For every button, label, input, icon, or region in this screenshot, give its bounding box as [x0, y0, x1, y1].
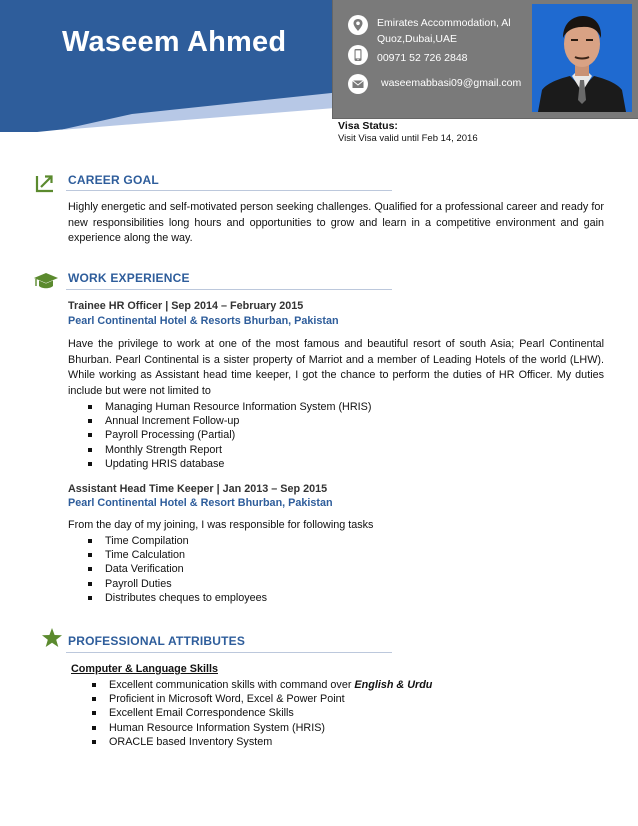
list-item: Annual Increment Follow-up: [88, 414, 371, 428]
phone-number: 00971 52 726 2848: [377, 52, 468, 64]
job-1-company: Pearl Continental Hotel & Resorts Bhurban, Pakistan: [68, 315, 339, 327]
list-item: Proficient in Microsoft Word, Excel & Power Point: [92, 692, 432, 706]
job-2-company: Pearl Continental Hotel & Resort Bhurban, Pakistan: [68, 497, 333, 509]
phone-icon: [348, 45, 368, 65]
list-item: Human Resource Information System (HRIS): [92, 721, 432, 735]
list-item: Excellent Email Correspondence Skills: [92, 706, 432, 720]
career-goal-divider: [66, 190, 392, 191]
list-item: Updating HRIS database: [88, 457, 371, 471]
email-icon: [348, 74, 368, 94]
skills-list: [92, 678, 432, 749]
job-1-duties-list: [88, 400, 371, 471]
address-line-2: Quoz,Dubai,UAE: [377, 33, 457, 45]
work-experience-heading: WORK EXPERIENCE: [68, 271, 190, 285]
star-icon: [41, 627, 63, 654]
list-item: [92, 678, 432, 692]
skill-1-languages: English & Urdu: [354, 679, 433, 691]
job-1-description: Have the privilege to work at one of the most famous and beautiful resort of south Asia; Pearl Continental Bhurban. Pearl Continental is a sister property of Marriot and a member of Leading Hotels of the world (LHW). While working as Assistant head time keeper, I got the chance to perform the duties of HR Officer. My duties include but were not limited to: [68, 338, 604, 397]
job-2-duties-list: [88, 534, 267, 605]
location-pin-icon: [348, 15, 368, 35]
address-line-1: Emirates Accommodation, Al: [377, 17, 511, 29]
graduation-cap-icon: [33, 271, 59, 296]
list-item: Payroll Duties: [88, 577, 267, 591]
professional-attributes-divider: [66, 652, 392, 653]
list-item: Managing Human Resource Information System (HRIS): [88, 400, 371, 414]
job-2-title: Assistant Head Time Keeper | Jan 2013 – Sep 2015: [68, 483, 328, 495]
computer-language-skills-heading: Computer & Language Skills: [71, 663, 218, 675]
list-item: Monthly Strength Report: [88, 443, 371, 457]
trend-arrow-icon: [34, 172, 56, 199]
job-2-description: From the day of my joining, I was responsible for following tasks: [68, 519, 374, 531]
candidate-name: Waseem Ahmed: [62, 26, 287, 58]
list-item: Time Calculation: [88, 548, 267, 562]
job-1-title: Trainee HR Officer | Sep 2014 – February 2015: [68, 300, 304, 312]
list-item: Time Compilation: [88, 534, 267, 548]
visa-status-text: Visit Visa valid until Feb 14, 2016: [338, 133, 478, 144]
list-item: Data Verification: [88, 562, 267, 576]
career-goal-text: Highly energetic and self-motivated person seeking challenges. Qualified for a professional career and ready for new responsibilities long hours and opportunities to grow and learn in a competitive environment and gain experience along the way.: [68, 201, 604, 244]
career-goal-heading: CAREER GOAL: [68, 173, 159, 187]
work-experience-divider: [66, 289, 392, 290]
visa-status-label: Visa Status:: [338, 120, 398, 132]
list-item: Distributes cheques to employees: [88, 591, 267, 605]
list-item: Payroll Processing (Partial): [88, 428, 371, 442]
email-address: waseemabbasi09@gmail.com: [381, 77, 522, 89]
skill-1-text: Excellent communication skills with command over: [109, 679, 355, 691]
list-item: ORACLE based Inventory System: [92, 735, 432, 749]
professional-attributes-heading: PROFESSIONAL ATTRIBUTES: [68, 634, 246, 648]
profile-photo: [532, 4, 632, 112]
